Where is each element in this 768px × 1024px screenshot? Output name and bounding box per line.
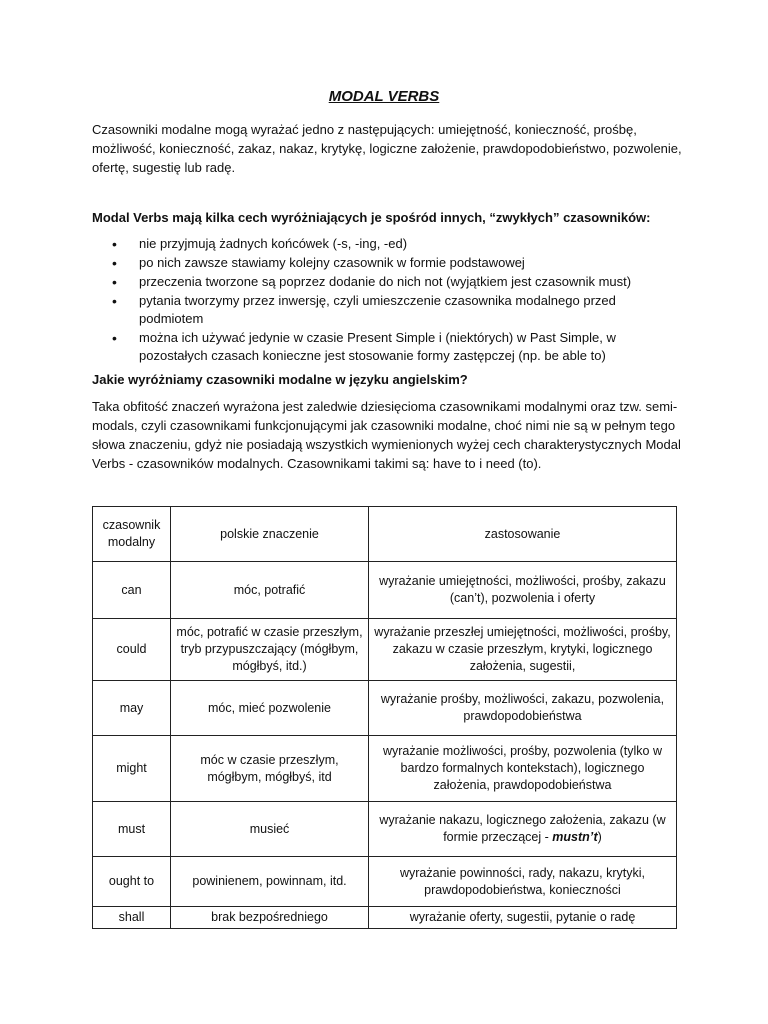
table-row [93, 562, 677, 619]
table-row [93, 907, 677, 929]
meaning-cell: móc, mieć pozwolenie [171, 681, 369, 736]
verb-cell: might [93, 736, 171, 802]
features-heading: Modal Verbs mają kilka cech wyróżniających je spośród innych, “zwykłych” czasowników: [92, 210, 651, 225]
header-cell-usage: zastosowanie [369, 507, 677, 562]
table-row [93, 802, 677, 857]
list-item: • przeczenia tworzone są poprzez dodanie do nich not (wyjątkiem jest czasownik must) [92, 273, 682, 291]
header-cell-verb: czasownik modalny [93, 507, 171, 562]
table-row [93, 857, 677, 907]
page-title: MODAL VERBS [328, 88, 440, 105]
usage-tail: ) [597, 830, 602, 844]
verb-cell: ought to [93, 857, 171, 907]
question-heading: Jakie wyróżniamy czasowniki modalne w języku angielskim? [92, 372, 468, 387]
features-list [92, 235, 682, 366]
usage-text: wyrażanie nakazu, logicznego założenia, zakazu (w formie przeczącej - [379, 813, 666, 844]
usage-cell: wyrażanie prośby, możliwości, zakazu, pozwolenia, prawdopodobieństwa [369, 681, 677, 736]
usage-cell: wyrażanie umiejętności, możliwości, prośby, zakazu (can’t), pozwolenia i oferty [369, 562, 677, 619]
usage-cell: wyrażanie powinności, rady, nakazu, krytyki, prawdopodobieństwa, konieczności [369, 857, 677, 907]
list-item: • nie przyjmują żadnych końcówek (-s, -ing, -ed) [92, 235, 682, 253]
intro-paragraph: Czasowniki modalne mogą wyrażać jedno z następujących: umiejętność, konieczność, prośbę, możliwość, konieczność, zakaz, nakaz, krytykę, logiczne założenie, prawdopodobieństwo, pozwolenie, ofertę, sugestię lub radę. [92, 122, 682, 175]
usage-cell: wyrażanie oferty, sugestii, pytanie o radę [369, 907, 677, 929]
meaning-cell: móc, potrafić [171, 562, 369, 619]
usage-cell: wyrażanie przeszłej umiejętności, możliwości, prośby, zakazu w czasie przeszłym, krytyki, logicznego założenia, sugestii, [369, 619, 677, 681]
list-item: • po nich zawsze stawiamy kolejny czasownik w formie podstawowej [92, 254, 682, 272]
usage-cell: wyrażanie możliwości, prośby, pozwolenia (tylko w bardzo formalnych kontekstach), logicznego założenia, prawdopodobieństwa [369, 736, 677, 802]
meaning-cell: musieć [171, 802, 369, 857]
verb-cell: can [93, 562, 171, 619]
table-row [93, 681, 677, 736]
usage-cell [369, 802, 677, 857]
list-item: • można ich używać jedynie w czasie Present Simple i (niektórych) w Past Simple, w pozostałych czasach konieczne jest stosowanie formy zastępczej (np. be able to) [92, 329, 682, 365]
modal-verbs-table [92, 506, 677, 929]
usage-emphasis: mustn’t [552, 830, 598, 844]
meaning-cell: brak bezpośredniego [171, 907, 369, 929]
table-row [93, 736, 677, 802]
verb-cell: could [93, 619, 171, 681]
meaning-cell: powinienem, powinnam, itd. [171, 857, 369, 907]
meaning-cell: móc w czasie przeszłym, mógłbym, mógłbyś, itd [171, 736, 369, 802]
verb-cell: may [93, 681, 171, 736]
meaning-cell: móc, potrafić w czasie przeszłym, tryb przypuszczający (mógłbym, mógłbyś, itd.) [171, 619, 369, 681]
verb-cell: shall [93, 907, 171, 929]
verb-cell: must [93, 802, 171, 857]
semi-modals-paragraph: Taka obfitość znaczeń wyrażona jest zaledwie dziesięcioma czasownikami modalnymi oraz tzw. semi-modals, czyli czasownikami funkcjonującymi jak czasowniki modalne, choć nimi nie są w pełnym tego słowa znaczeniu, gdyż nie posiadają wszystkich wymienionych wyżej cech charakterystycznych Modal Verbs - czasowników modalnych. Czasownikami takimi są: have to i need (to). [92, 399, 681, 471]
list-item: • pytania tworzymy przez inwersję, czyli umieszczenie czasownika modalnego przed podmiotem [92, 292, 682, 328]
header-cell-meaning: polskie znaczenie [171, 507, 369, 562]
table-row [93, 619, 677, 681]
table-header-row [93, 507, 677, 562]
